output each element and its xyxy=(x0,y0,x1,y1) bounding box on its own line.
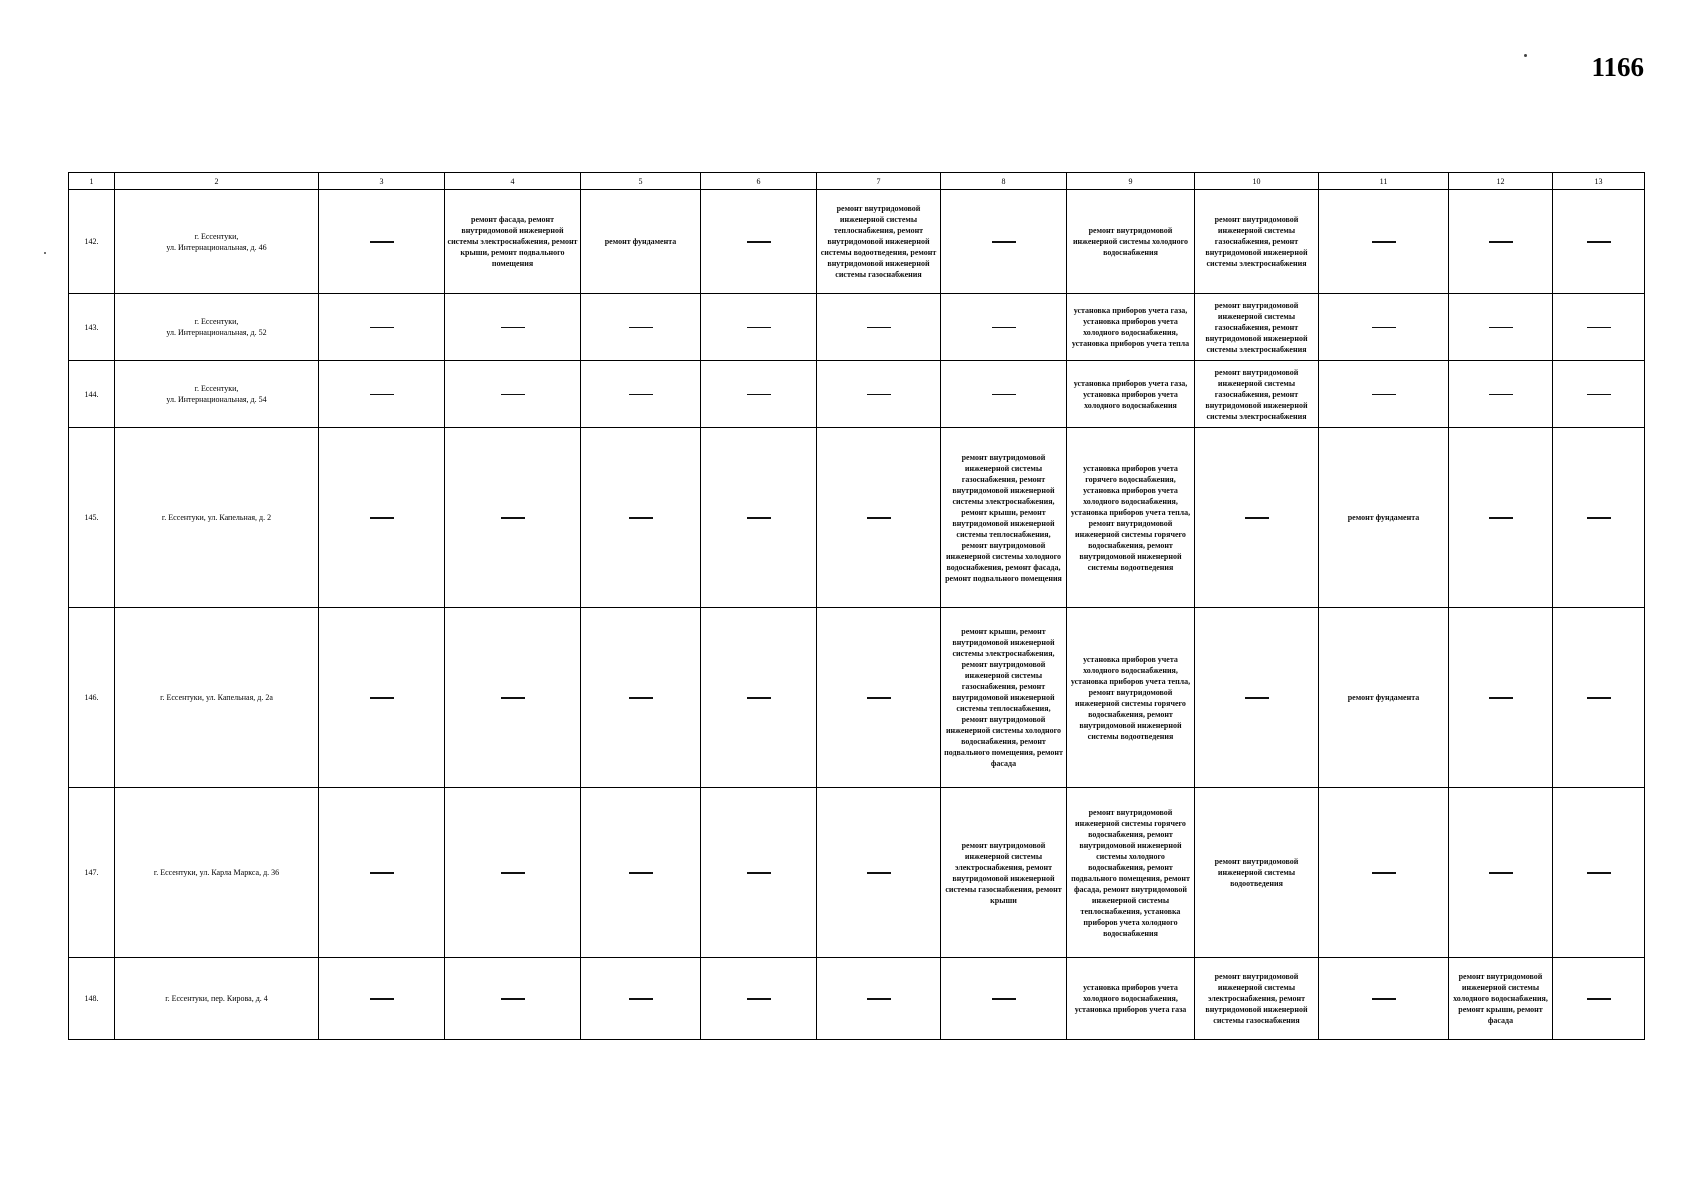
empty-cell xyxy=(1449,294,1553,361)
empty-cell xyxy=(1449,788,1553,958)
address-cell xyxy=(115,608,319,788)
empty-cell xyxy=(941,294,1067,361)
empty-cell xyxy=(701,428,817,608)
dash-mark xyxy=(501,394,525,396)
dash-mark xyxy=(867,517,891,519)
empty-cell xyxy=(581,788,701,958)
dash-mark xyxy=(629,697,653,699)
work-description-cell: ремонт внутридомовой инженерной системы электроснабжения, ремонт внутридомовой инженерной системы газоснабжения, ремонт крыши xyxy=(941,788,1067,958)
empty-cell xyxy=(581,958,701,1040)
work-description-cell: установка приборов учета газа, установка приборов учета холодного водоснабжения xyxy=(1067,361,1195,428)
empty-cell xyxy=(1553,788,1645,958)
empty-cell xyxy=(1553,190,1645,294)
empty-cell xyxy=(701,294,817,361)
dash-mark xyxy=(1372,394,1396,396)
empty-cell xyxy=(1195,608,1319,788)
empty-cell xyxy=(319,788,445,958)
empty-cell xyxy=(445,788,581,958)
dash-mark xyxy=(370,872,394,874)
address-text: г. Ессентуки, ул. Интернациональная, д. 54 xyxy=(166,384,267,404)
dash-mark xyxy=(747,872,771,874)
dash-mark xyxy=(501,327,525,329)
empty-cell xyxy=(319,958,445,1040)
page-number: 1166 xyxy=(1591,52,1644,82)
empty-cell xyxy=(1319,190,1449,294)
empty-cell xyxy=(817,788,941,958)
repair-schedule-table xyxy=(68,172,1645,1040)
work-description-cell: установка приборов учета газа, установка приборов учета холодного водоснабжения, установка приборов учета тепла xyxy=(1067,294,1195,361)
table-row xyxy=(69,958,1645,1040)
empty-cell xyxy=(1553,294,1645,361)
dash-mark xyxy=(867,872,891,874)
scan-speck xyxy=(1524,54,1527,57)
empty-cell xyxy=(581,608,701,788)
dash-mark xyxy=(370,241,394,243)
empty-cell xyxy=(1449,361,1553,428)
row-number: 146. xyxy=(69,608,115,788)
work-description-cell: ремонт фундамента xyxy=(581,190,701,294)
row-number: 148. xyxy=(69,958,115,1040)
empty-cell xyxy=(445,428,581,608)
empty-cell xyxy=(445,294,581,361)
row-number: 143. xyxy=(69,294,115,361)
dash-mark xyxy=(1372,241,1396,243)
column-header-4: 4 xyxy=(445,173,581,190)
address-text: г. Ессентуки, ул. Интернациональная, д. 52 xyxy=(166,317,267,337)
work-description-cell: ремонт внутридомовой инженерной системы холодного водоснабжения xyxy=(1067,190,1195,294)
dash-mark xyxy=(370,327,394,329)
empty-cell xyxy=(445,361,581,428)
dash-mark xyxy=(501,998,525,1000)
address-cell xyxy=(115,428,319,608)
column-header-12: 12 xyxy=(1449,173,1553,190)
dash-mark xyxy=(992,327,1016,329)
empty-cell xyxy=(581,428,701,608)
work-description-cell: установка приборов учета горячего водоснабжения, установка приборов учета холодного водоснабжения, установка приборов учета тепла, ремонт внутридомовой инженерной системы горячего водоснабжения, ремонт внутридомовой инженерной системы водоотведения xyxy=(1067,428,1195,608)
empty-cell xyxy=(701,361,817,428)
dash-mark xyxy=(1489,327,1513,329)
empty-cell xyxy=(1319,361,1449,428)
dash-mark xyxy=(867,327,891,329)
work-description-cell: ремонт внутридомовой инженерной системы водоотведения xyxy=(1195,788,1319,958)
empty-cell xyxy=(1553,428,1645,608)
empty-cell xyxy=(319,608,445,788)
empty-cell xyxy=(319,428,445,608)
work-description-cell: ремонт фасада, ремонт внутридомовой инженерной системы электроснабжения, ремонт крыши, ремонт подвального помещения xyxy=(445,190,581,294)
dash-mark xyxy=(1489,697,1513,699)
dash-mark xyxy=(1245,517,1269,519)
dash-mark xyxy=(1587,327,1611,329)
column-header-6: 6 xyxy=(701,173,817,190)
empty-cell xyxy=(319,190,445,294)
empty-cell xyxy=(1553,958,1645,1040)
table-row xyxy=(69,294,1645,361)
column-header-10: 10 xyxy=(1195,173,1319,190)
empty-cell xyxy=(941,361,1067,428)
empty-cell xyxy=(445,958,581,1040)
work-description-cell: установка приборов учета холодного водоснабжения, установка приборов учета тепла, ремонт внутридомовой инженерной системы горячего водоснабжения, ремонт внутридомовой инженерной системы водоотведения xyxy=(1067,608,1195,788)
dash-mark xyxy=(747,517,771,519)
dash-mark xyxy=(1489,394,1513,396)
dash-mark xyxy=(867,998,891,1000)
table-row xyxy=(69,608,1645,788)
column-header-13: 13 xyxy=(1553,173,1645,190)
dash-mark xyxy=(1489,241,1513,243)
empty-cell xyxy=(1553,361,1645,428)
dash-mark xyxy=(1372,998,1396,1000)
work-description-cell: установка приборов учета холодного водоснабжения, установка приборов учета газа xyxy=(1067,958,1195,1040)
table-row xyxy=(69,428,1645,608)
empty-cell xyxy=(941,190,1067,294)
dash-mark xyxy=(747,394,771,396)
dash-mark xyxy=(501,517,525,519)
dash-mark xyxy=(1587,998,1611,1000)
dash-mark xyxy=(1372,327,1396,329)
dash-mark xyxy=(1587,241,1611,243)
dash-mark xyxy=(370,697,394,699)
dash-mark xyxy=(747,697,771,699)
work-description-cell: ремонт внутридомовой инженерной системы теплоснабжения, ремонт внутридомовой инженерной системы водоотведения, ремонт внутридомовой инженерной системы газоснабжения xyxy=(817,190,941,294)
column-header-5: 5 xyxy=(581,173,701,190)
dash-mark xyxy=(867,697,891,699)
dash-mark xyxy=(629,327,653,329)
dash-mark xyxy=(1587,697,1611,699)
dash-mark xyxy=(629,394,653,396)
table-row xyxy=(69,788,1645,958)
empty-cell xyxy=(817,361,941,428)
address-text: г. Ессентуки, ул. Капельная, д. 2 xyxy=(161,513,272,522)
dash-mark xyxy=(992,998,1016,1000)
dash-mark xyxy=(1489,872,1513,874)
dash-mark xyxy=(1587,872,1611,874)
dash-mark xyxy=(867,394,891,396)
work-description-cell: ремонт внутридомовой инженерной системы газоснабжения, ремонт внутридомовой инженерной системы электроснабжения xyxy=(1195,361,1319,428)
empty-cell xyxy=(581,294,701,361)
dash-mark xyxy=(747,241,771,243)
row-number: 145. xyxy=(69,428,115,608)
dash-mark xyxy=(992,394,1016,396)
empty-cell xyxy=(1319,958,1449,1040)
empty-cell xyxy=(817,958,941,1040)
work-description-cell: ремонт внутридомовой инженерной системы горячего водоснабжения, ремонт внутридомовой инженерной системы холодного водоснабжения, ремонт подвального помещения, ремонт фасада, ремонт внутридомовой инженерной системы теплоснабжения, установка приборов учета холодного водоснабжения xyxy=(1067,788,1195,958)
address-cell xyxy=(115,190,319,294)
address-text: г. Ессентуки, пер. Кирова, д. 4 xyxy=(165,994,268,1003)
empty-cell xyxy=(817,294,941,361)
dash-mark xyxy=(992,241,1016,243)
dash-mark xyxy=(501,872,525,874)
table-row xyxy=(69,190,1645,294)
column-header-7: 7 xyxy=(817,173,941,190)
empty-cell xyxy=(701,608,817,788)
empty-cell xyxy=(1319,788,1449,958)
address-cell xyxy=(115,958,319,1040)
work-description-cell: ремонт внутридомовой инженерной системы холодного водоснабжения, ремонт крыши, ремонт фасада xyxy=(1449,958,1553,1040)
empty-cell xyxy=(1195,428,1319,608)
dash-mark xyxy=(629,872,653,874)
address-text: г. Ессентуки, ул. Карла Маркса, д. 36 xyxy=(153,868,280,877)
empty-cell xyxy=(581,361,701,428)
column-header-11: 11 xyxy=(1319,173,1449,190)
dash-mark xyxy=(370,998,394,1000)
address-cell xyxy=(115,361,319,428)
empty-cell xyxy=(1449,190,1553,294)
empty-cell xyxy=(817,608,941,788)
dash-mark xyxy=(629,517,653,519)
dash-mark xyxy=(1587,394,1611,396)
column-header-9: 9 xyxy=(1067,173,1195,190)
row-number: 147. xyxy=(69,788,115,958)
empty-cell xyxy=(319,294,445,361)
column-header-3: 3 xyxy=(319,173,445,190)
empty-cell xyxy=(1449,428,1553,608)
empty-cell xyxy=(1449,608,1553,788)
address-cell xyxy=(115,294,319,361)
column-header-1: 1 xyxy=(69,173,115,190)
empty-cell xyxy=(1319,294,1449,361)
empty-cell xyxy=(701,958,817,1040)
work-description-cell: ремонт крыши, ремонт внутридомовой инженерной системы электроснабжения, ремонт внутридомовой инженерной системы газоснабжения, ремонт внутридомовой инженерной системы теплоснабжения, ремонт внутридомовой инженерной системы холодного водоснабжения, ремонт подвального помещения, ремонт фасада xyxy=(941,608,1067,788)
dash-mark xyxy=(747,998,771,1000)
dash-mark xyxy=(370,394,394,396)
dash-mark xyxy=(370,517,394,519)
column-header-8: 8 xyxy=(941,173,1067,190)
row-number: 144. xyxy=(69,361,115,428)
dash-mark xyxy=(1489,517,1513,519)
empty-cell xyxy=(319,361,445,428)
empty-cell xyxy=(817,428,941,608)
dash-mark xyxy=(629,998,653,1000)
dash-mark xyxy=(747,327,771,329)
address-text: г. Ессентуки, ул. Капельная, д. 2а xyxy=(160,693,273,702)
scan-speck xyxy=(44,252,46,254)
empty-cell xyxy=(445,608,581,788)
row-number: 142. xyxy=(69,190,115,294)
dash-mark xyxy=(501,697,525,699)
empty-cell xyxy=(941,958,1067,1040)
work-description-cell: ремонт фундамента xyxy=(1319,608,1449,788)
address-cell xyxy=(115,788,319,958)
dash-mark xyxy=(1587,517,1611,519)
work-description-cell: ремонт внутридомовой инженерной системы газоснабжения, ремонт внутридомовой инженерной системы электроснабжения, ремонт крыши, ремонт внутридомовой инженерной системы теплоснабжения, ремонт внутридомовой инженерной системы холодного водоснабжения, ремонт фасада, ремонт подвального помещения xyxy=(941,428,1067,608)
work-description-cell: ремонт внутридомовой инженерной системы электроснабжения, ремонт внутридомовой инженерной системы газоснабжения xyxy=(1195,958,1319,1040)
empty-cell xyxy=(701,788,817,958)
table-body xyxy=(69,190,1645,1040)
address-text: г. Ессентуки, ул. Интернациональная, д. 46 xyxy=(166,231,267,252)
header-row xyxy=(69,173,1645,190)
work-description-cell: ремонт внутридомовой инженерной системы газоснабжения, ремонт внутридомовой инженерной системы электроснабжения xyxy=(1195,294,1319,361)
dash-mark xyxy=(1245,697,1269,699)
work-description-cell: ремонт внутридомовой инженерной системы газоснабжения, ремонт внутридомовой инженерной системы электроснабжения xyxy=(1195,190,1319,294)
work-description-cell: ремонт фундамента xyxy=(1319,428,1449,608)
empty-cell xyxy=(701,190,817,294)
column-header-2: 2 xyxy=(115,173,319,190)
empty-cell xyxy=(1553,608,1645,788)
table-row xyxy=(69,361,1645,428)
dash-mark xyxy=(1372,872,1396,874)
